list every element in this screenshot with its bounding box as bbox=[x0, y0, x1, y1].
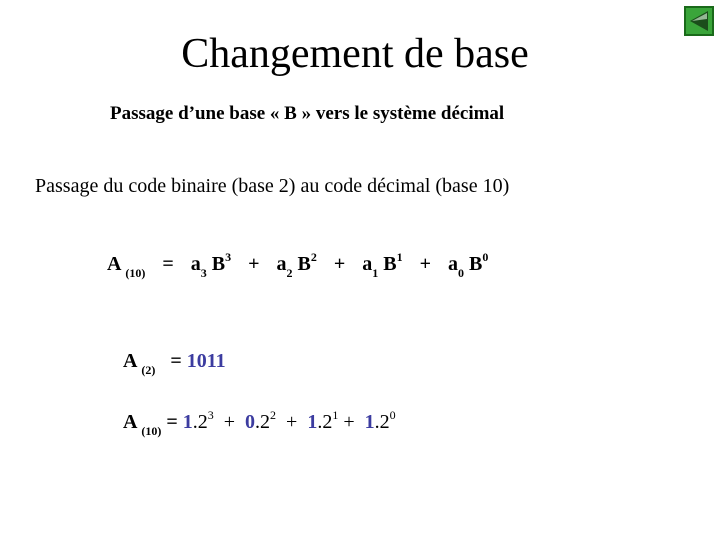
expansion-plus: + bbox=[223, 411, 236, 433]
formula-plus: + bbox=[248, 253, 260, 275]
formula-plus: + bbox=[419, 253, 431, 275]
formula-lhs-subscript: (10) bbox=[125, 266, 146, 280]
formula-term: $a_0$ $B^0$ bbox=[448, 250, 489, 280]
formula-plus: + bbox=[333, 253, 346, 275]
page-title: Changement de base bbox=[181, 31, 529, 77]
decimal-expansion bbox=[123, 408, 396, 439]
expansion-equals: = bbox=[166, 411, 178, 433]
formula-term: $a_1$ $B^1$ bbox=[362, 250, 403, 280]
expansion-lhs: A bbox=[123, 411, 137, 433]
example-equals: = bbox=[170, 350, 182, 372]
expansion-lhs-subscript: (10) bbox=[141, 424, 162, 438]
expansion-term: $1.2^0$ bbox=[364, 408, 396, 433]
expansion-term: $1.2^3$ bbox=[182, 408, 214, 433]
formula-term: $a_2$ $B^2$ bbox=[276, 250, 317, 280]
example-lhs: A bbox=[123, 350, 137, 372]
example-lhs-subscript: (2) bbox=[141, 363, 156, 377]
intro-text: Passage du code binaire (base 2) au code décimal (base 10) bbox=[35, 175, 510, 197]
formula-equals: = bbox=[162, 253, 174, 275]
expansion-plus: + bbox=[343, 411, 355, 433]
formula-term: $a_3$ $B^3$ bbox=[190, 250, 232, 280]
binary-value: 1011 bbox=[186, 350, 226, 372]
formula-lhs: A bbox=[107, 253, 121, 275]
expansion-term: $0.2^2$ bbox=[245, 408, 277, 433]
page-subtitle: Passage d’une base « B » vers le système décimal bbox=[110, 103, 505, 124]
expansion-plus: + bbox=[286, 411, 298, 433]
binary-example bbox=[123, 350, 226, 378]
expansion-term: $1.2^1$ bbox=[307, 408, 339, 433]
general-formula bbox=[107, 250, 488, 281]
